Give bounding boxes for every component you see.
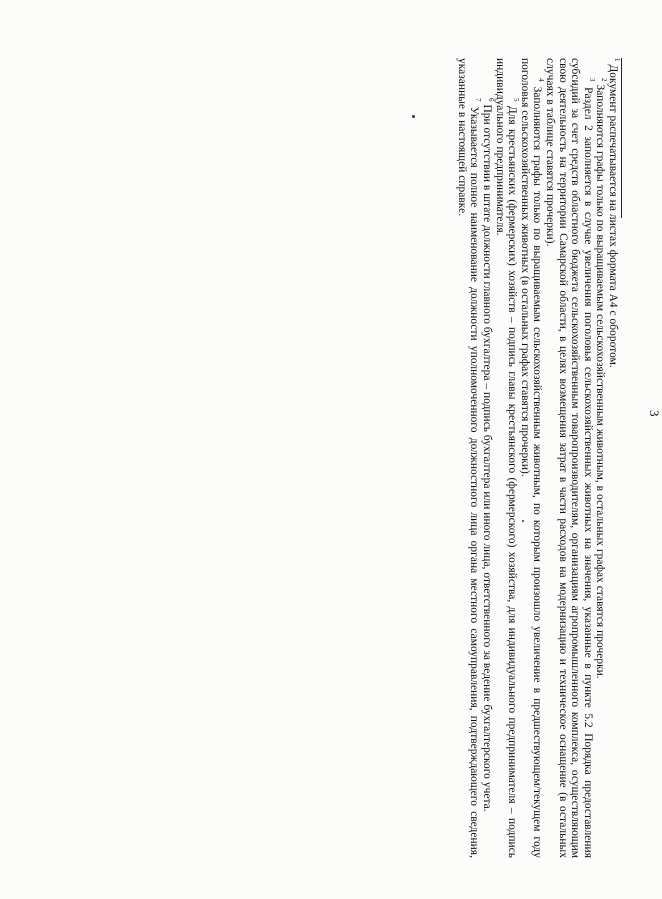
footnote-text: Для крестьянских (фермерских) хозяйств – подпись главы крестьянского (фермерского) хозяйства, для индивидуального предпринимателя – подпись индивидуального предпринимателя. — [493, 58, 519, 858]
rotated-footnotes-block — [455, 58, 662, 858]
footnote-5 — [493, 58, 521, 858]
footnote-4 — [518, 58, 546, 858]
footnote-text: Указывается полное наименование должности уполномоченного должностного лица органа местного самоуправления, подтверждающего сведения, указанные в настоящей справке. — [455, 58, 481, 858]
footnote-separator — [621, 58, 622, 218]
page-number: 3 — [647, 410, 662, 417]
footnote-mark: 3 — [587, 78, 596, 82]
footnote-text: Раздел 2 заполняется в случае увеличения поголовья сельскохозяйственных животных на значения, указанные в пункте 5.2 Порядка предоставления субсидий за счет средств областного бюджета сельскохозяйственным товаропроизводителям, организациям агропромышленного комплекса, осуществляющим свою деятельность на территории Самарской области, в целях возмещения затрат в части расходов на модернизацию и техническое оснащение (в остальных случаях в таблице ставятся прочерки). — [544, 58, 594, 858]
footnote-2 — [594, 58, 607, 858]
scan-speck — [412, 115, 415, 118]
footnote-text: Документ распечатывается на листах формата А4 с оборотом. — [607, 64, 619, 368]
footnote-text: При отсутствии в штате должности главного бухгалтера – подпись бухгалтера или иного лица, ответственного за ведение бухгалтерского учета. — [481, 104, 494, 812]
footnote-mark: 4 — [537, 78, 546, 82]
footnote-7 — [455, 58, 483, 858]
footnote-text: Заполняются графы только по выращиваемым сельскохозяйственным животным, по которым произошло увеличение в предшествующем/текущем году поголовья сельскохозяйственных животных (в остальных графах ставятся прочерки). — [518, 58, 544, 858]
footnote-6 — [480, 58, 493, 858]
footnote-mark: 2 — [600, 78, 609, 82]
footnote-3 — [543, 58, 596, 858]
footnote-1 — [606, 58, 619, 858]
footnote-mark: 1 — [612, 58, 621, 62]
footnote-mark: 5 — [512, 98, 521, 102]
footnote-text: Заполняются графы только по выращиваемым сельскохозяйственным животным, в остальных графах ставятся прочерки. — [594, 84, 607, 679]
footnote-mark: 7 — [474, 98, 483, 102]
footnote-mark: 6 — [486, 98, 495, 102]
